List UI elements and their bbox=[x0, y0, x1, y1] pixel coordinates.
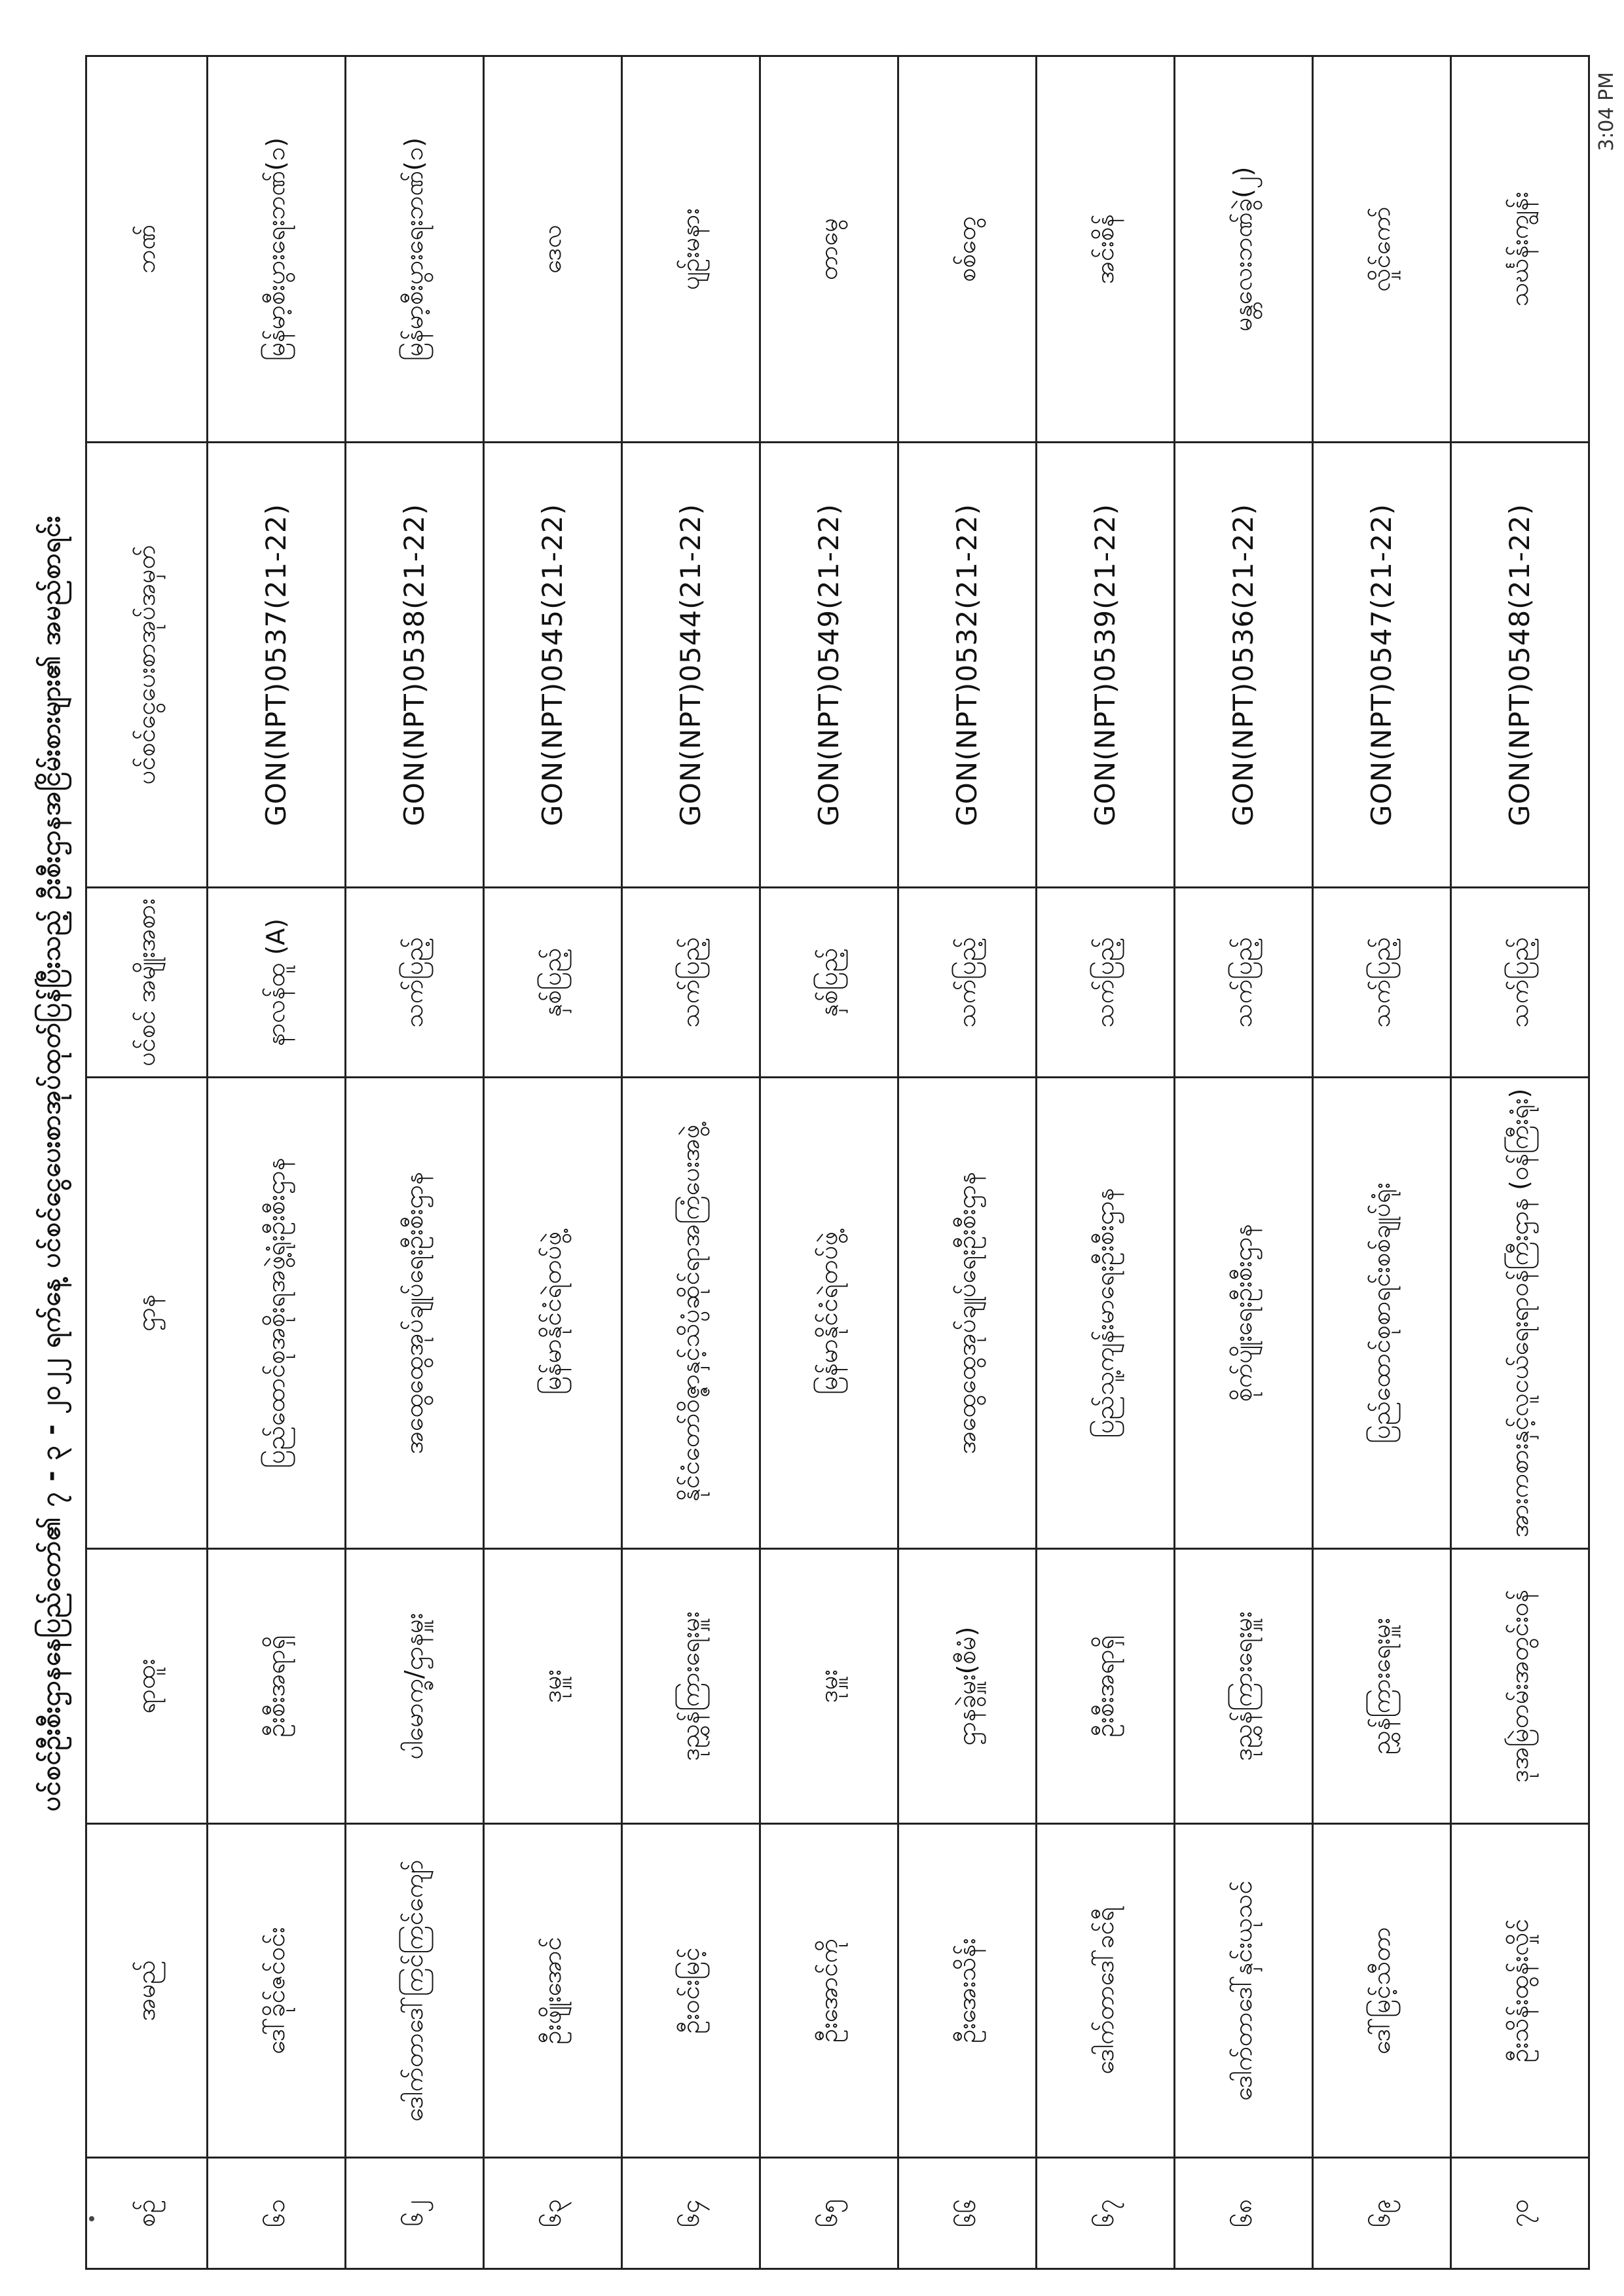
table-row bbox=[898, 56, 1037, 2269]
document-title: ပင်စင်ဦးစီးဌာနနေပြည်တော်၏ ၇ - ၃ - ၂၀၂၂ ရက်နေ့ ပင်စင်ငွေပေးစာအုပ်ထုတ်ပြန်ပြီးသည့် ဦးစီးဌာနအငြိမ်းစားများ၏ အမည်စာရင်း bbox=[36, 515, 66, 1812]
cell-rank: ပါမောက္ခ/ဌာနမှူး bbox=[346, 1549, 484, 1824]
table-header-row bbox=[86, 56, 208, 2269]
scan-speck bbox=[89, 2216, 94, 2221]
header-rank: ရာထူး bbox=[86, 1549, 208, 1824]
header-name: အမည် bbox=[86, 1824, 208, 2158]
cell-pension-type: သက်ပြည့် bbox=[1451, 888, 1589, 1078]
cell-department: အထွေထွေအုပ်ချုပ်ရေးဦးစီးဌာန bbox=[346, 1078, 484, 1549]
cell-rank: ဒုညွှန်ကြားရေးမှူး bbox=[1175, 1549, 1313, 1824]
cell-license-number: GON(NPT)0544(21-22) bbox=[622, 443, 760, 888]
print-timestamp: 3:04 PM bbox=[1595, 72, 1618, 151]
cell-license-number: GON(NPT)0537(21-22) bbox=[208, 443, 346, 888]
cell-pension-type: သက်ပြည့် bbox=[622, 888, 760, 1078]
cell-name: ဒေါက်တာဒေါ်ကြင်ကြင်ကျော် bbox=[346, 1824, 484, 2158]
header-no: စဉ် bbox=[86, 2158, 208, 2269]
cell-name: ဒေါ်ခိုင်ဇင်ဝင်း bbox=[208, 1824, 346, 2158]
cell-bank: သင်္ဃန်းကျွန်း bbox=[1451, 56, 1589, 443]
cell-no: ၆၆ bbox=[898, 2158, 1037, 2269]
cell-department: ပြည်ထောင်စုအစိုးရအဖွဲ့ရုံးဦးစီးဌာန bbox=[208, 1078, 346, 1549]
cell-no: ၆၂ bbox=[346, 2158, 484, 2269]
cell-name: ဒေါက်တာဒေါ်နှင်းယုသင် bbox=[1175, 1824, 1313, 2158]
cell-pension-type: သက်ပြည့် bbox=[1313, 888, 1451, 1078]
cell-bank: စစ်တွေ bbox=[898, 56, 1037, 443]
cell-department: မြန်မာနိုင်ငံရဲတပ်ဖွဲ့ bbox=[484, 1078, 622, 1549]
cell-no: ၆၇ bbox=[1037, 2158, 1175, 2269]
header-license-number: ပင်စင်ငွေပေးစာအုပ်အမှတ် bbox=[86, 443, 208, 888]
cell-no: ၆၁ bbox=[208, 2158, 346, 2269]
cell-name: ဒေါ်မြင့်သီတာ bbox=[1313, 1824, 1451, 2158]
cell-rank: ဒုအမြဲတမ်းအတွင်းဝန် bbox=[1451, 1549, 1589, 1824]
cell-department: မြန်မာနိုင်ငံရဲတပ်ဖွဲ့ bbox=[760, 1078, 898, 1549]
pension-list-table bbox=[85, 55, 1590, 2270]
cell-rank: ဒုမှူး bbox=[484, 1549, 622, 1824]
cell-department: အားကစားနှင့်လူငယ်ရေးရာဝန်ကြီးဌာန (ဝန်ကြီးရုံး) bbox=[1451, 1078, 1589, 1549]
cell-department: အထွေထွေအုပ်ချုပ်ရေးဦးစီးဌာန bbox=[898, 1078, 1037, 1549]
table-row bbox=[208, 56, 346, 2269]
cell-no: ၇၀ bbox=[1451, 2158, 1589, 2269]
cell-no: ၆၅ bbox=[760, 2158, 898, 2269]
cell-rank: ညွှန်ကြားရေးမှူး bbox=[1313, 1549, 1451, 1824]
cell-pension-type: သက်ပြည့် bbox=[898, 888, 1037, 1078]
cell-pension-type: နှစ်ပြည့် bbox=[760, 888, 898, 1078]
table-row bbox=[346, 56, 484, 2269]
cell-license-number: GON(NPT)0532(21-22) bbox=[898, 443, 1037, 888]
cell-rank: ဒုမှူး bbox=[760, 1549, 898, 1824]
cell-pension-type: သက်ပြည့် bbox=[346, 888, 484, 1078]
cell-bank: မြန်မာ့စီးပွားရေးဘဏ်(၁) bbox=[208, 56, 346, 443]
table-row bbox=[1175, 56, 1313, 2269]
cell-rank: ဦးစီးအရာရှိ bbox=[1037, 1549, 1175, 1824]
cell-name: ဦးအေးသိန်း bbox=[898, 1824, 1037, 2158]
cell-bank: ဒေလ bbox=[484, 56, 622, 443]
cell-rank: ဌာနခွဲမှူး(စီမံ) bbox=[898, 1549, 1037, 1824]
table-row bbox=[1313, 56, 1451, 2269]
cell-pension-type: နှစ်ပြည့် bbox=[484, 888, 622, 1078]
table-row bbox=[1451, 56, 1589, 2269]
cell-pension-type: သက်ပြည့် bbox=[1175, 888, 1313, 1078]
cell-no: ၆၈ bbox=[1175, 2158, 1313, 2269]
cell-bank: အင်းစိန် bbox=[1037, 56, 1175, 443]
table-row bbox=[760, 56, 898, 2269]
cell-department: နိုင်ငံတော်ဝိဇ္ဇာနှင့်သိပ္ပံဆိုင်ရာအကြံပေးအဖွဲ့ bbox=[622, 1078, 760, 1549]
cell-rank: ဒုညွှန်ကြားရေးမှူး bbox=[622, 1549, 760, 1824]
cell-rank: ဦးစီးအရာရှိ bbox=[208, 1549, 346, 1824]
cell-license-number: GON(NPT)0545(21-22) bbox=[484, 443, 622, 888]
cell-name: ဦးဖျိုးအောင် bbox=[484, 1824, 622, 2158]
cell-license-number: GON(NPT)0548(21-22) bbox=[1451, 443, 1589, 888]
cell-no: ၆၄ bbox=[622, 2158, 760, 2269]
cell-name: ဦးအောင်ကို bbox=[760, 1824, 898, 2158]
cell-license-number: GON(NPT)0549(21-22) bbox=[760, 443, 898, 888]
cell-license-number: GON(NPT)0547(21-22) bbox=[1313, 443, 1451, 888]
cell-license-number: GON(NPT)0538(21-22) bbox=[346, 443, 484, 888]
cell-pension-type: နာလန်ထူ (A) bbox=[208, 888, 346, 1078]
cell-name: ဦးသိန်းထွန်းလှိုင် bbox=[1451, 1824, 1589, 2158]
header-bank: ဘဏ် bbox=[86, 56, 208, 443]
header-pension-type: ပင်စင် အမျိုးအစား bbox=[86, 888, 208, 1078]
cell-name: ဦးဝင်းမြင့် bbox=[622, 1824, 760, 2158]
cell-bank: ပျဉ်းမနား bbox=[622, 56, 760, 443]
header-department: ဌာန bbox=[86, 1078, 208, 1549]
cell-pension-type: သက်ပြည့် bbox=[1037, 888, 1175, 1078]
cell-bank: မန္တလေးဘဏ်ခွဲ(၂) bbox=[1175, 56, 1313, 443]
cell-no: ၆၃ bbox=[484, 2158, 622, 2269]
table-row bbox=[1037, 56, 1175, 2269]
cell-bank: တာမွေ bbox=[760, 56, 898, 443]
cell-name: ဒေါက်တာဒေါ်ခင်ရီ bbox=[1037, 1824, 1175, 2158]
cell-department: ပြည်သူ့ကျန်းမာရေးဦးစီးဌာန bbox=[1037, 1078, 1175, 1549]
table-row bbox=[622, 56, 760, 2269]
cell-bank: လှိုင်ကော် bbox=[1313, 56, 1451, 443]
cell-license-number: GON(NPT)0536(21-22) bbox=[1175, 443, 1313, 888]
cell-bank: မြန်မာ့စီးပွားရေးဘဏ်(၁) bbox=[346, 56, 484, 443]
cell-department: စိုက်ပျိုးရေးဦးစီးဌာန bbox=[1175, 1078, 1313, 1549]
cell-department: ပြည်ထောင်စုစာရင်းစစ်ချုပ်ရုံး bbox=[1313, 1078, 1451, 1549]
cell-license-number: GON(NPT)0539(21-22) bbox=[1037, 443, 1175, 888]
table-row bbox=[484, 56, 622, 2269]
cell-no: ၆၉ bbox=[1313, 2158, 1451, 2269]
